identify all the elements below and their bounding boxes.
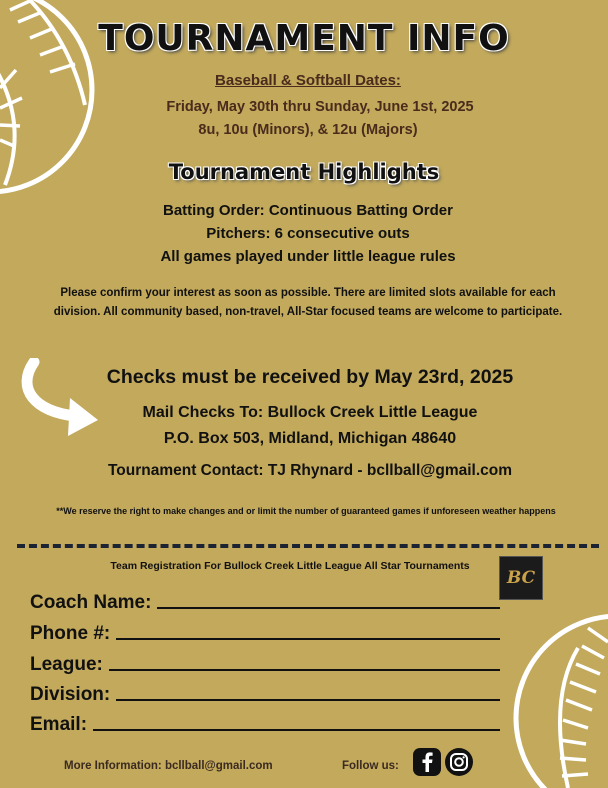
league-field[interactable] (30, 646, 500, 676)
tournament-contact: Tournament Contact: TJ Rhynard - bcllball@gmail.com (107, 462, 513, 479)
field-line[interactable] (116, 699, 500, 701)
disclaimer: **We reserve the right to make changes and or limit the number of guaranteed games if unforeseen weather happens (56, 506, 556, 516)
page-title: TOURNAMENT INFO (98, 18, 510, 59)
dates-divisions: 8u, 10u (Minors), & 12u (Majors) (198, 122, 418, 138)
field-label: League: (30, 654, 103, 675)
field-line[interactable] (157, 607, 500, 609)
field-label: Division: (30, 684, 111, 705)
confirm-paragraph: Please confirm your interest as soon as possible. There are limited slots available for each division. All community based, non-travel, All-Star focused teams are welcome to participate. (53, 287, 563, 318)
curved-arrow-icon (20, 358, 100, 440)
mail-line-1: Mail Checks To: Bullock Creek Little League (142, 404, 478, 421)
registration-heading: Team Registration For Bullock Creek Little League All Star Tournaments (110, 560, 470, 572)
highlight-item: Batting Order: Continuous Batting Order (163, 202, 453, 219)
section-divider (17, 544, 599, 548)
league-logo (499, 556, 543, 600)
field-label: Email: (30, 714, 88, 735)
mail-line-2: P.O. Box 503, Midland, Michigan 48640 (163, 430, 457, 447)
email-field[interactable] (30, 706, 500, 736)
baseball-graphic-bottom-right (508, 608, 608, 788)
checks-deadline: Checks must be received by May 23rd, 2025 (106, 366, 514, 388)
field-line[interactable] (93, 729, 500, 731)
instagram-icon[interactable] (445, 748, 473, 776)
phone-field[interactable] (30, 615, 500, 645)
follow-label: Follow us: (342, 760, 399, 772)
dates-heading: Baseball & Softball Dates: (215, 72, 401, 89)
logo-text: BC (506, 568, 536, 588)
highlights-heading: Tournament Highlights (168, 160, 440, 184)
dates-range: Friday, May 30th thru Sunday, June 1st, 2025 (166, 99, 474, 115)
highlight-item: All games played under little league rules (160, 248, 456, 265)
field-line[interactable] (116, 638, 500, 640)
field-label: Coach Name: (30, 592, 152, 613)
field-line[interactable] (109, 669, 500, 671)
highlight-item: Pitchers: 6 consecutive outs (206, 225, 410, 242)
more-info: More Information: bcllball@gmail.com (64, 760, 273, 772)
facebook-icon[interactable] (413, 748, 441, 776)
coach-name-field[interactable] (30, 584, 500, 614)
division-field[interactable] (30, 676, 500, 706)
field-label: Phone #: (30, 623, 111, 644)
